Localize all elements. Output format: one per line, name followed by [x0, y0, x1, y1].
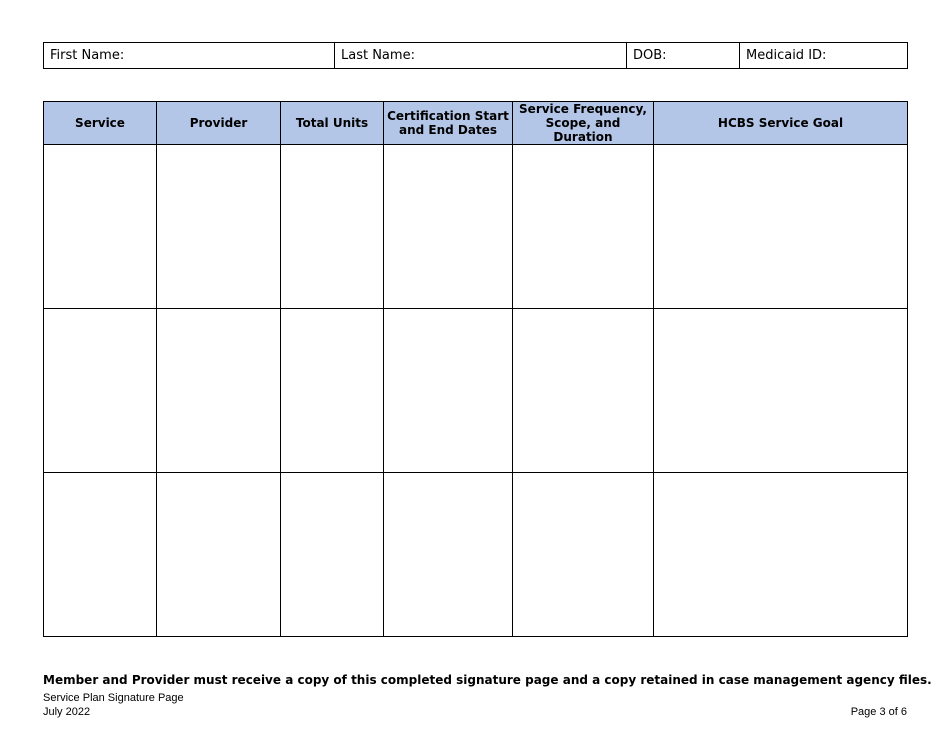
certification-dates-cell[interactable]: [384, 309, 513, 473]
service-cell[interactable]: [44, 145, 157, 309]
service-goal-cell[interactable]: [654, 309, 908, 473]
certification-dates-cell[interactable]: [384, 473, 513, 637]
total-units-cell[interactable]: [281, 309, 384, 473]
footer-left: [43, 691, 184, 719]
service-frequency-cell[interactable]: [513, 309, 654, 473]
service-table: [43, 101, 908, 637]
dob-field[interactable]: [627, 43, 740, 69]
member-info-row: [44, 43, 908, 69]
copy-notice: Member and Provider must receive a copy of this completed signature page and a copy retained in case management agency files.: [43, 673, 932, 687]
service-goal-cell[interactable]: [654, 473, 908, 637]
first-name-field[interactable]: [44, 43, 335, 69]
column-header-hcbs-service-goal: HCBS Service Goal: [654, 102, 908, 145]
page-number: Page 3 of 6: [850, 706, 907, 718]
service-table-header: [44, 102, 908, 145]
service-frequency-cell[interactable]: [513, 145, 654, 309]
service-frequency-cell[interactable]: [513, 473, 654, 637]
form-title: Service Plan Signature Page: [43, 692, 184, 704]
certification-dates-cell[interactable]: [384, 145, 513, 309]
first-name-label: First Name:: [50, 48, 125, 63]
table-row: [44, 309, 908, 473]
dob-label: DOB:: [633, 48, 667, 63]
column-header-certification-dates: Certification Start and End Dates: [384, 102, 513, 145]
provider-cell[interactable]: [157, 473, 281, 637]
medicaid-id-field[interactable]: [740, 43, 908, 69]
service-cell[interactable]: [44, 309, 157, 473]
provider-cell[interactable]: [157, 145, 281, 309]
provider-cell[interactable]: [157, 309, 281, 473]
table-row: [44, 473, 908, 637]
table-row: [44, 145, 908, 309]
total-units-cell[interactable]: [281, 145, 384, 309]
member-info-table: [43, 42, 908, 69]
last-name-label: Last Name:: [341, 48, 415, 63]
column-header-total-units: Total Units: [281, 102, 384, 145]
column-header-service: Service: [44, 102, 157, 145]
form-date: July 2022: [43, 706, 91, 718]
total-units-cell[interactable]: [281, 473, 384, 637]
last-name-field[interactable]: [335, 43, 627, 69]
service-goal-cell[interactable]: [654, 145, 908, 309]
service-cell[interactable]: [44, 473, 157, 637]
medicaid-id-label: Medicaid ID:: [746, 48, 827, 63]
column-header-provider: Provider: [157, 102, 281, 145]
column-header-service-frequency: Service Frequency, Scope, and Duration: [513, 102, 654, 145]
